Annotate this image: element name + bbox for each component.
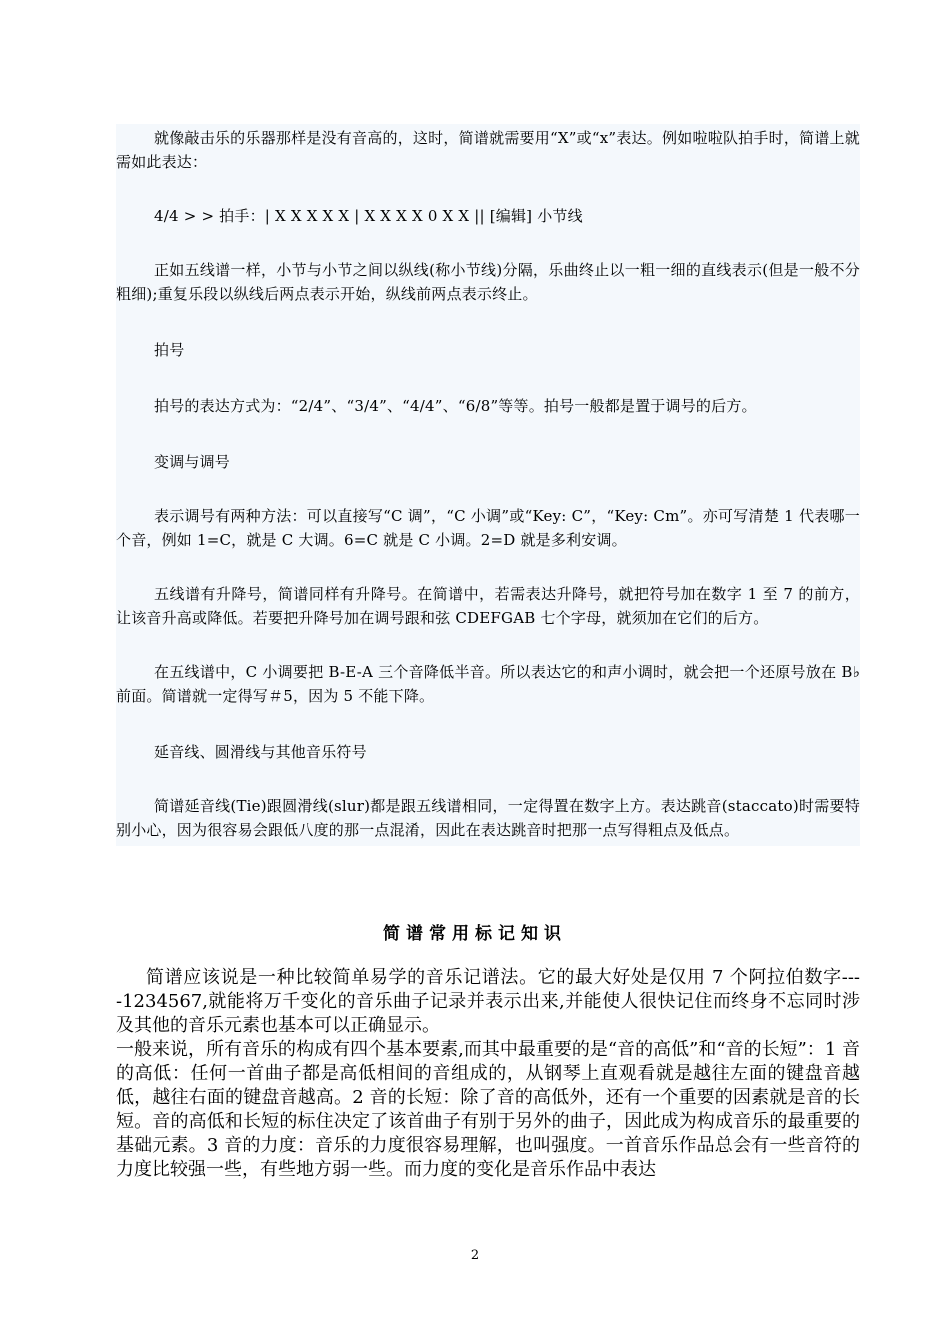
paragraph-clap-notation: 4/4 > > 拍手：| X X X X X | X X X X 0 X X || [编辑] 小节线 (154, 207, 583, 225)
section-title: 简谱常用标记知识 (383, 924, 567, 944)
paragraph-minor-key: 在五线谱中，C 小调要把 B-E-A 三个音降低半音。所以表达它的和声小调时，就会把一个还原号放在 B♭前面。简谱就一定得写＃5，因为 5 不能下降。 (116, 663, 860, 705)
page-number: 2 (470, 1248, 480, 1263)
paragraph-accidentals: 五线谱有升降号，简谱同样有升降号。在简谱中，若需表达升降号，就把符号加在数字 1 至 7 的前方，让该音升高或降低。若要把升降号加在调号跟和弦 CDEFGAB 七个字母，就须加在它们的后方。 (116, 585, 860, 627)
paragraph-key-signature: 表示调号有两种方法：可以直接写“C 调”，“C 小调”或“Key: C”，“Key: Cm”。亦可写清楚 1 代表哪一个音，例如 1=C，就是 C 大调。6=C 就是 C 小调。2=D 就是多利安调。 (116, 507, 860, 549)
body-paragraph-intro: 简谱应该说是一种比较简单易学的音乐记谱法。它的最大好处是仅用 7 个阿拉伯数字----1234567,就能将万千变化的音乐曲子记录并表示出来,并能使人很快记住而终身不忘同时涉及其他的音乐元素也基本可以正确显示。 (116, 967, 860, 1036)
heading-time-signature: 拍号 (154, 341, 185, 359)
heading-key-change: 变调与调号 (154, 453, 231, 471)
heading-ties-slurs: 延音线、圆滑线与其他音乐符号 (154, 743, 367, 761)
shaded-text-block (116, 124, 860, 846)
paragraph-time-signature: 拍号的表达方式为：“2/4”、“3/4”、“4/4”、“6/8”等等。拍号一般都是置于调号的后方。 (154, 397, 757, 415)
paragraph-ties-slurs: 简谱延音线(Tie)跟圆滑线(slur)都是跟五线谱相同，一定得置在数字上方。表达跳音(staccato)时需要特别小心，因为很容易会跟低八度的那一点混淆，因此在表达跳音时把那一点写得粗点及低点。 (116, 797, 860, 839)
paragraph-percussion: 就像敲击乐的乐器那样是没有音高的，这时，简谱就需要用“X”或“x”表达。例如啦啦队拍手时，简谱上就需如此表达： (116, 129, 860, 171)
paragraph-barline: 正如五线谱一样，小节与小节之间以纵线(称小节线)分隔，乐曲终止以一粗一细的直线表示(但是一般不分粗细);重复乐段以纵线后两点表示开始，纵线前两点表示终止。 (116, 261, 860, 303)
body-paragraph-elements: 一般来说，所有音乐的构成有四个基本要素,而其中最重要的是“音的高低”和“音的长短”：1 音的高低：任何一首曲子都是高低相间的音组成的，从钢琴上直观看就是越往左面的键盘音越低，越往右面的键盘音越高。2 音的长短：除了音的高低外，还有一个重要的因素就是音的长短。音的高低和长短的标住决定了该首曲子有别于另外的曲子，因此成为构成音乐的最重要的基础元素。3 音的力度：音乐的力度很容易理解，也叫强度。一首音乐作品总会有一些音符的力度比较强一些，有些地方弱一些。而力度的变化是音乐作品中表达 (116, 1039, 860, 1180)
